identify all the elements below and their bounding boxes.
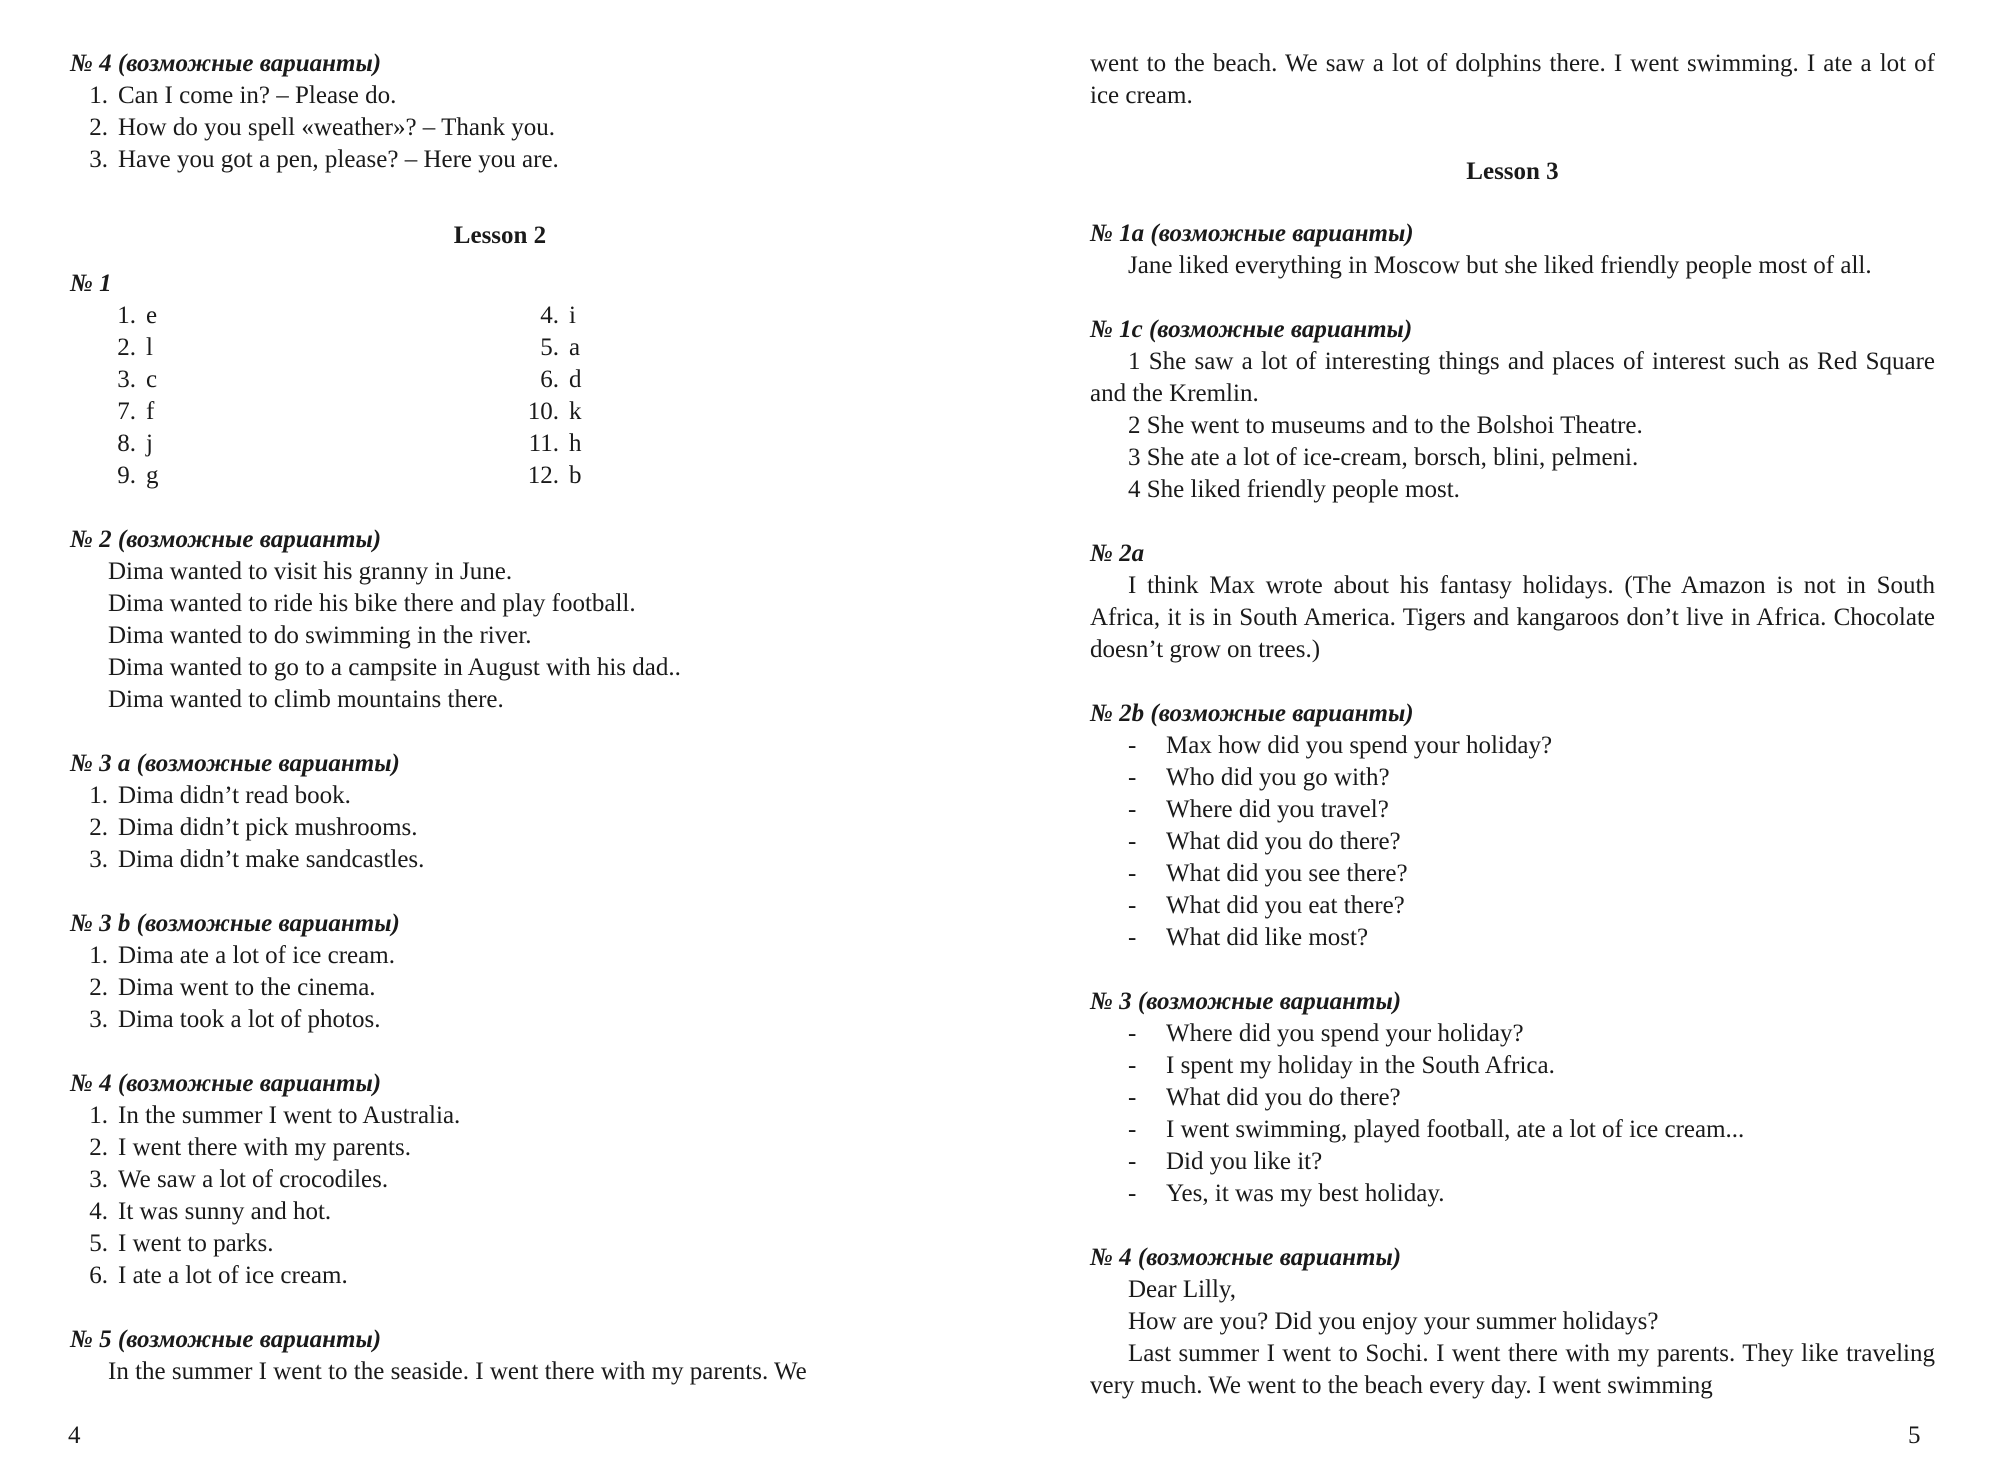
answer-column bbox=[108, 300, 519, 492]
section-heading: № 3 b (возможные варианты) bbox=[70, 910, 400, 937]
list-item: - Max how did you spend your holiday? bbox=[1128, 732, 1553, 759]
list-item: - Where did you spend your holiday? bbox=[1128, 1020, 1524, 1047]
list-item: 5. a bbox=[540, 334, 581, 361]
list-item: 6. d bbox=[540, 366, 582, 393]
list-item: 12. b bbox=[527, 462, 582, 489]
list-item: 3. Dima didn’t make sandcastles. bbox=[89, 846, 425, 873]
section-heading: № 4 (возможные варианты) bbox=[70, 50, 382, 77]
numbered-list bbox=[70, 1100, 930, 1292]
section-heading: № 3 (возможные варианты) bbox=[1090, 988, 1402, 1015]
text-line: 3 She ate a lot of ice-cream, borsch, blini, pelmeni. bbox=[1128, 444, 1639, 471]
paragraph: I think Max wrote about his fantasy holidays. (The Amazon is not in South Africa, it is in South America. Tigers and kangaroos don’t live in Africa. Chocolate doesn’t grow on trees.) bbox=[1090, 572, 1935, 663]
section-heading: № 5 (возможные варианты) bbox=[70, 1326, 382, 1353]
numbered-list bbox=[70, 780, 930, 876]
page-number: 4 bbox=[68, 1422, 81, 1449]
paragraph: went to the beach. We saw a lot of dolphins there. I went swimming. I ate a lot of ice cream. bbox=[1090, 50, 1935, 109]
list-item: 3. We saw a lot of crocodiles. bbox=[89, 1166, 389, 1193]
list-item: - What did you see there? bbox=[1128, 860, 1408, 887]
list-item: 8. j bbox=[117, 430, 153, 457]
list-item: 1. Dima ate a lot of ice cream. bbox=[89, 942, 395, 969]
text-line: Dima wanted to visit his granny in June. bbox=[108, 558, 513, 585]
paragraph: In the summer I went to the seaside. I went there with my parents. We bbox=[108, 1358, 807, 1385]
list-item: - What did you eat there? bbox=[1128, 892, 1405, 919]
list-item: - What did like most? bbox=[1128, 924, 1369, 951]
list-item: - Who did you go with? bbox=[1128, 764, 1390, 791]
section-heading: № 2 (возможные варианты) bbox=[70, 526, 382, 553]
list-item: - What did you do there? bbox=[1128, 828, 1401, 855]
list-item: 3. c bbox=[117, 366, 158, 393]
section-heading: № 2a bbox=[1090, 540, 1145, 567]
list-item: 2. Dima went to the cinema. bbox=[89, 974, 376, 1001]
left-page bbox=[70, 48, 930, 1388]
list-item: - I spent my holiday in the South Africa. bbox=[1128, 1052, 1555, 1079]
lesson-title: Lesson 2 bbox=[453, 222, 547, 249]
section-heading: № 3 a (возможные варианты) bbox=[70, 750, 400, 777]
text-line: Dima wanted to go to a campsite in August with his dad.. bbox=[108, 654, 681, 681]
section-heading: № 2b (возможные варианты) bbox=[1090, 700, 1414, 727]
answer-grid bbox=[70, 300, 930, 492]
section-heading: № 1c (возможные варианты) bbox=[1090, 316, 1413, 343]
list-item: 4. It was sunny and hot. bbox=[89, 1198, 332, 1225]
list-item: - Yes, it was my best holiday. bbox=[1128, 1180, 1445, 1207]
section-heading: № 1 bbox=[70, 270, 112, 297]
numbered-list bbox=[70, 940, 930, 1036]
list-item: 2. How do you spell «weather»? – Thank you. bbox=[89, 114, 555, 141]
lesson-title: Lesson 3 bbox=[1466, 158, 1559, 185]
dash-list bbox=[1090, 730, 1935, 954]
list-item: 6. I ate a lot of ice cream. bbox=[89, 1262, 348, 1289]
right-page bbox=[1090, 48, 1935, 1402]
list-item: 9. g bbox=[117, 462, 159, 489]
answer-text bbox=[70, 556, 930, 716]
text-line: Dear Lilly, bbox=[1128, 1276, 1237, 1303]
section-heading: № 1a (возможные варианты) bbox=[1090, 220, 1414, 247]
list-item: 2. I went there with my parents. bbox=[89, 1134, 411, 1161]
page-number: 5 bbox=[1908, 1422, 1921, 1449]
list-item: 10. k bbox=[527, 398, 582, 425]
list-item: 7. f bbox=[117, 398, 155, 425]
list-item: - What did you do there? bbox=[1128, 1084, 1401, 1111]
list-item: - Where did you travel? bbox=[1128, 796, 1389, 823]
answer-column bbox=[519, 300, 930, 492]
text-line: Jane liked everything in Moscow but she liked friendly people most of all. bbox=[1128, 252, 1872, 279]
list-item: 5. I went to parks. bbox=[89, 1230, 274, 1257]
numbered-list bbox=[70, 80, 930, 176]
section-heading: № 4 (возможные варианты) bbox=[70, 1070, 382, 1097]
dash-list bbox=[1090, 1018, 1935, 1210]
text-line: Dima wanted to ride his bike there and play football. bbox=[108, 590, 636, 617]
list-item: 2. l bbox=[117, 334, 153, 361]
list-item: 1. In the summer I went to Australia. bbox=[89, 1102, 461, 1129]
text-line: Dima wanted to do swimming in the river. bbox=[108, 622, 532, 649]
list-item: 4. i bbox=[540, 302, 576, 329]
text-line: How are you? Did you enjoy your summer holidays? bbox=[1128, 1308, 1659, 1335]
list-item: 1. Dima didn’t read book. bbox=[89, 782, 351, 809]
section-heading: № 4 (возможные варианты) bbox=[1090, 1244, 1402, 1271]
list-item: - Did you like it? bbox=[1128, 1148, 1323, 1175]
list-item: 1. Can I come in? – Please do. bbox=[89, 82, 397, 109]
list-item: 1. e bbox=[117, 302, 158, 329]
list-item: 11. h bbox=[528, 430, 582, 457]
list-item: 3. Have you got a pen, please? – Here you are. bbox=[89, 146, 559, 173]
text-line: Dima wanted to climb mountains there. bbox=[108, 686, 504, 713]
text-line: 4 She liked friendly people most. bbox=[1128, 476, 1460, 503]
list-item: 3. Dima took a lot of photos. bbox=[89, 1006, 381, 1033]
list-item: - I went swimming, played football, ate a lot of ice cream... bbox=[1128, 1116, 1745, 1143]
list-item: 2. Dima didn’t pick mushrooms. bbox=[89, 814, 418, 841]
paragraph: 1 She saw a lot of interesting things and places of interest such as Red Square and the Kremlin. bbox=[1090, 348, 1935, 407]
text-line: 2 She went to museums and to the Bolshoi Theatre. bbox=[1128, 412, 1643, 439]
paragraph: Last summer I went to Sochi. I went there with my parents. They like traveling very much. We went to the beach every day. I went swimming bbox=[1090, 1340, 1935, 1399]
